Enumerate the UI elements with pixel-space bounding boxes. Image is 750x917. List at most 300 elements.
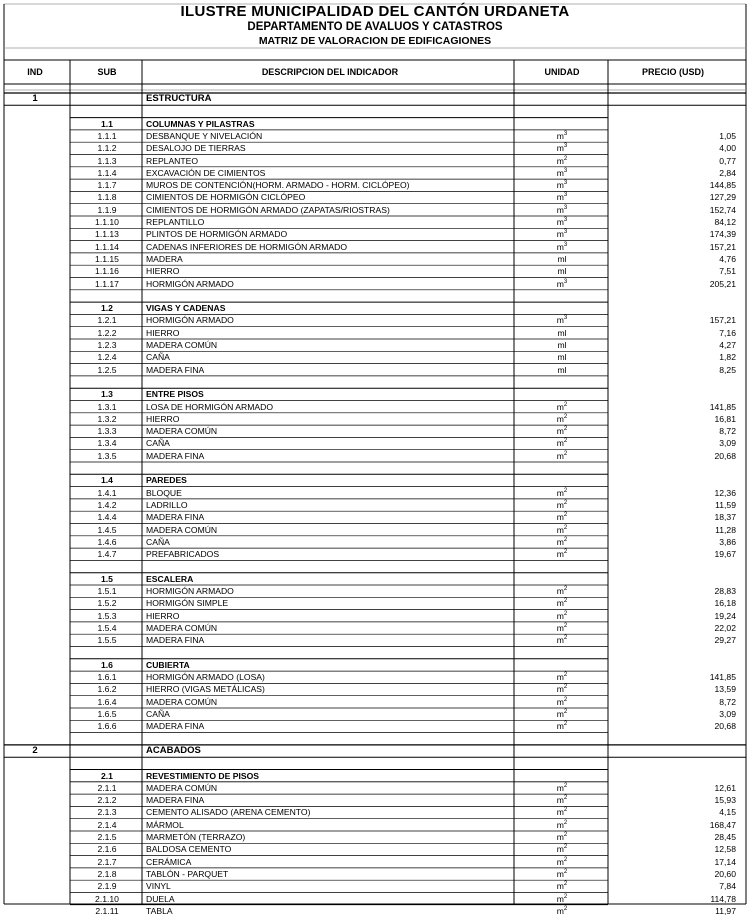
unit-exponent: 2 bbox=[563, 413, 568, 420]
table-row bbox=[0, 155, 750, 167]
cell-sub: 1.2.3 bbox=[97, 340, 117, 350]
cell-unit bbox=[516, 413, 608, 425]
cell-description: MADERA FINA bbox=[146, 512, 205, 523]
cell-price: 20,68 bbox=[714, 721, 736, 732]
table-row bbox=[0, 819, 750, 831]
unit-exponent: 2 bbox=[563, 512, 568, 519]
table-row bbox=[0, 130, 750, 142]
cell-price: 1,82 bbox=[719, 352, 736, 363]
unit-exponent: 2 bbox=[563, 610, 568, 617]
unit-symbol: m bbox=[556, 807, 564, 818]
cell-sub: 1.3.5 bbox=[97, 450, 117, 461]
cell-sub: 1.6.6 bbox=[97, 721, 117, 732]
unit-symbol: ml bbox=[557, 327, 567, 338]
cell-description: HORMIGÓN ARMADO bbox=[146, 586, 234, 596]
header-sub: SUB bbox=[97, 67, 117, 77]
cell-sub: 1.1.14 bbox=[95, 241, 119, 252]
cell-description: CIMIENTOS DE HORMIGÓN CICLÓPEO bbox=[146, 192, 306, 203]
unit-symbol: m bbox=[556, 635, 564, 646]
cell-unit bbox=[516, 265, 608, 277]
unit-symbol: m bbox=[556, 832, 564, 842]
cell-unit bbox=[516, 610, 608, 622]
cell-sub: 2.1.1 bbox=[97, 782, 117, 793]
section-row bbox=[0, 745, 750, 757]
table-row bbox=[0, 216, 750, 228]
unit-symbol: m bbox=[556, 167, 564, 178]
unit-symbol: ml bbox=[557, 364, 567, 375]
unit-symbol: ml bbox=[557, 340, 567, 350]
unit-symbol: m bbox=[556, 426, 564, 437]
cell-price: 4,15 bbox=[719, 807, 736, 818]
cell-sub: 1.3.3 bbox=[97, 426, 117, 437]
cell-unit bbox=[516, 327, 608, 339]
unit-symbol: m bbox=[556, 438, 564, 449]
cell-price: 11,97 bbox=[715, 905, 736, 916]
cell-price: 28,83 bbox=[714, 586, 736, 596]
table-row bbox=[0, 413, 750, 425]
unit-symbol: m bbox=[556, 241, 564, 252]
table-row bbox=[0, 364, 750, 376]
cell-sub: 1.1.4 bbox=[97, 167, 117, 178]
cell-unit bbox=[516, 179, 608, 191]
table-row bbox=[0, 831, 750, 843]
table-row bbox=[0, 179, 750, 191]
unit-symbol: ml bbox=[557, 253, 567, 264]
matrix-title: MATRIZ DE VALORACION DE EDIFICAGIONES bbox=[258, 35, 492, 47]
cell-unit bbox=[516, 843, 608, 855]
cell-price: 16,18 bbox=[714, 598, 736, 609]
cell-sub: 1.1.3 bbox=[97, 155, 117, 166]
header-price: PRECIO (USD) bbox=[641, 67, 704, 77]
cell-unit bbox=[516, 351, 608, 363]
cell-price: 19,67 bbox=[714, 549, 736, 560]
cell-unit bbox=[516, 339, 608, 351]
unit-exponent: 2 bbox=[563, 155, 568, 162]
cell-description: MADERA FINA bbox=[146, 364, 205, 375]
cell-unit bbox=[516, 868, 608, 880]
cell-sub: 1.1.10 bbox=[95, 217, 119, 227]
cell-unit bbox=[516, 228, 608, 240]
unit-exponent: 3 bbox=[563, 241, 568, 248]
unit-exponent: 2 bbox=[563, 536, 568, 543]
unit-symbol: m bbox=[556, 155, 564, 166]
cell-price: 152,74 bbox=[709, 204, 736, 215]
table-row bbox=[0, 487, 750, 499]
group-row bbox=[0, 573, 750, 585]
group-row bbox=[0, 302, 750, 314]
unit-exponent: 2 bbox=[563, 868, 568, 875]
cell-unit bbox=[516, 142, 608, 154]
unit-symbol: m bbox=[556, 684, 564, 695]
cell-price: 7,84 bbox=[719, 881, 736, 892]
unit-exponent: 2 bbox=[563, 893, 568, 900]
unit-exponent: 2 bbox=[563, 819, 568, 826]
cell-sub: 1.2 bbox=[101, 303, 113, 314]
cell-sub: 1.3.4 bbox=[97, 438, 117, 449]
header-description: DESCRIPCION DEL INDICADOR bbox=[261, 67, 399, 77]
unit-exponent: 3 bbox=[563, 180, 568, 187]
cell-unit bbox=[516, 167, 608, 179]
group-row bbox=[0, 474, 750, 486]
unit-exponent: 2 bbox=[563, 782, 568, 789]
cell-description: MÁRMOL bbox=[146, 819, 184, 830]
cell-sub: 1.4 bbox=[101, 475, 113, 486]
cell-sub: 1.6.2 bbox=[97, 684, 117, 695]
unit-symbol: m bbox=[556, 905, 564, 916]
cell-price: 11,28 bbox=[715, 524, 736, 535]
cell-sub: 1.1 bbox=[101, 118, 113, 129]
cell-unit bbox=[516, 880, 608, 892]
unit-exponent: 2 bbox=[563, 549, 568, 556]
unit-exponent: 2 bbox=[563, 487, 568, 494]
unit-symbol: m bbox=[556, 549, 564, 560]
unit-exponent: 2 bbox=[563, 672, 568, 679]
unit-exponent: 2 bbox=[563, 807, 568, 814]
cell-sub: 1.5.1 bbox=[97, 586, 117, 596]
unit-symbol: m bbox=[556, 622, 564, 633]
cell-description: TABLA bbox=[146, 905, 173, 916]
cell-unit bbox=[516, 155, 608, 167]
cell-unit bbox=[516, 314, 608, 326]
cell-unit bbox=[516, 191, 608, 203]
cell-sub: 1.1.1 bbox=[97, 130, 117, 141]
cell-description: REPLANTEO bbox=[146, 155, 199, 166]
cell-sub: 1.4.6 bbox=[97, 536, 117, 547]
unit-symbol: m bbox=[556, 586, 564, 596]
table-row bbox=[0, 794, 750, 806]
table-row bbox=[0, 782, 750, 794]
cell-price: 174,39 bbox=[709, 229, 736, 240]
cell-price: 7,51 bbox=[719, 266, 736, 277]
cell-price: 1,05 bbox=[719, 130, 736, 141]
cell-price: 141,85 bbox=[709, 672, 736, 683]
cell-description: LADRILLO bbox=[146, 499, 188, 510]
cell-description: HORMIGÓN ARMADO bbox=[146, 278, 234, 289]
cell-price: 144,85 bbox=[709, 180, 736, 191]
cell-unit bbox=[516, 499, 608, 511]
table-row bbox=[0, 856, 750, 868]
cell-description: CAÑA bbox=[146, 352, 170, 363]
cell-price: 7,16 bbox=[719, 327, 736, 338]
unit-exponent: 2 bbox=[563, 832, 568, 838]
cell-description: HORMIGÓN ARMADO bbox=[146, 315, 234, 326]
unit-exponent: 2 bbox=[563, 881, 568, 888]
unit-symbol: m bbox=[556, 450, 564, 461]
spacer-row bbox=[0, 290, 750, 302]
cell-sub: 2.1.3 bbox=[97, 807, 117, 818]
cell-sub: 1.6 bbox=[101, 659, 113, 670]
cell-description: CADENAS INFERIORES DE HORMIGÓN ARMADO bbox=[146, 241, 348, 252]
table-row bbox=[0, 425, 750, 437]
cell-price: 11,59 bbox=[715, 499, 736, 510]
cell-sub: 1.6.5 bbox=[97, 709, 117, 719]
cell-sub: 1.5.2 bbox=[97, 598, 117, 609]
cell-unit bbox=[516, 720, 608, 732]
cell-description: PAREDES bbox=[146, 475, 187, 486]
cell-sub: 2.1.7 bbox=[97, 856, 117, 867]
cell-description: HIERRO bbox=[146, 610, 180, 621]
cell-description: ACABADOS bbox=[146, 744, 201, 756]
table-row bbox=[0, 708, 750, 720]
cell-unit bbox=[516, 831, 608, 843]
cell-description: ESCALERA bbox=[146, 573, 194, 584]
cell-sub: 2.1.5 bbox=[97, 832, 117, 842]
cell-description: VINYL bbox=[146, 881, 171, 892]
cell-sub: 1.1.7 bbox=[97, 180, 117, 191]
unit-symbol: m bbox=[556, 709, 564, 719]
cell-description: BALDOSA CEMENTO bbox=[146, 844, 232, 855]
table-row bbox=[0, 511, 750, 523]
unit-symbol: m bbox=[556, 819, 564, 830]
cell-unit bbox=[516, 364, 608, 376]
table-row bbox=[0, 351, 750, 363]
cell-price: 16,81 bbox=[714, 413, 736, 424]
cell-description: LOSA DE HORMIGÓN ARMADO bbox=[146, 401, 274, 412]
cell-unit bbox=[516, 437, 608, 449]
cell-unit bbox=[516, 278, 608, 290]
unit-symbol: m bbox=[556, 721, 564, 732]
cell-description: MADERA FINA bbox=[146, 795, 205, 806]
cell-description: BLOQUE bbox=[146, 487, 182, 498]
spacer-row bbox=[0, 757, 750, 769]
cell-sub: 1.2.1 bbox=[97, 315, 117, 326]
cell-price: 2,84 bbox=[719, 167, 736, 178]
cell-description: PLINTOS DE HORMIGÓN ARMADO bbox=[146, 229, 288, 240]
unit-symbol: m bbox=[556, 598, 564, 609]
cell-sub: 1.1.8 bbox=[97, 192, 117, 203]
unit-exponent: 2 bbox=[563, 450, 568, 457]
cell-price: 4,00 bbox=[719, 143, 736, 154]
table-row bbox=[0, 893, 750, 905]
unit-exponent: 3 bbox=[563, 130, 568, 137]
cell-description: CAÑA bbox=[146, 709, 170, 719]
table-row bbox=[0, 241, 750, 253]
header-unit: UNIDAD bbox=[544, 67, 580, 77]
cell-description: CUBIERTA bbox=[146, 659, 190, 670]
table-row bbox=[0, 450, 750, 462]
cell-price: 29,27 bbox=[714, 635, 736, 646]
cell-ind: 2 bbox=[32, 744, 38, 756]
cell-price: 0,77 bbox=[719, 155, 736, 166]
cell-unit bbox=[516, 216, 608, 228]
table-row bbox=[0, 548, 750, 560]
unit-symbol: ml bbox=[557, 266, 567, 277]
unit-symbol: m bbox=[556, 795, 564, 806]
unit-exponent: 2 bbox=[563, 426, 568, 433]
table-row bbox=[0, 843, 750, 855]
cell-unit bbox=[516, 671, 608, 683]
cell-sub: 1.2.4 bbox=[97, 352, 117, 363]
cell-description: HIERRO bbox=[146, 413, 180, 424]
cell-description: ENTRE PISOS bbox=[146, 389, 204, 400]
table-row bbox=[0, 167, 750, 179]
unit-symbol: m bbox=[556, 487, 564, 498]
unit-symbol: m bbox=[556, 499, 564, 510]
unit-exponent: 3 bbox=[563, 167, 568, 174]
cell-price: 15,93 bbox=[714, 795, 736, 806]
cell-price: 8,72 bbox=[719, 426, 736, 437]
cell-sub: 1.5.5 bbox=[97, 635, 117, 646]
unit-exponent: 2 bbox=[563, 795, 568, 802]
unit-exponent: 3 bbox=[563, 192, 568, 199]
cell-price: 3,09 bbox=[719, 438, 736, 449]
unit-exponent: 3 bbox=[563, 229, 568, 236]
unit-exponent: 2 bbox=[563, 598, 568, 605]
cell-description: MUROS DE CONTENCIÓN(HORM. ARMADO - HORM. CICLÓPEO) bbox=[146, 180, 410, 191]
cell-unit bbox=[516, 425, 608, 437]
cell-description: TABLÓN - PARQUET bbox=[146, 868, 229, 879]
unit-exponent: 2 bbox=[563, 586, 568, 592]
cell-description: COLUMNAS Y PILASTRAS bbox=[146, 118, 255, 129]
table-row bbox=[0, 696, 750, 708]
cell-unit bbox=[516, 450, 608, 462]
cell-unit bbox=[516, 893, 608, 905]
cell-price: 20,60 bbox=[714, 868, 736, 879]
cell-unit bbox=[516, 856, 608, 868]
unit-exponent: 2 bbox=[563, 635, 568, 642]
spacer-row bbox=[0, 647, 750, 659]
cell-price: 4,76 bbox=[719, 253, 736, 264]
cell-sub: 1.4.2 bbox=[97, 499, 117, 510]
cell-description: PREFABRICADOS bbox=[146, 549, 220, 560]
cell-price: 8,25 bbox=[719, 364, 736, 375]
cell-description: CERÁMICA bbox=[146, 856, 192, 867]
cell-sub: 1.1.13 bbox=[95, 229, 119, 240]
cell-sub: 1.1.9 bbox=[97, 204, 117, 215]
table-row bbox=[0, 671, 750, 683]
unit-exponent: 2 bbox=[563, 844, 568, 851]
cell-unit bbox=[516, 511, 608, 523]
cell-unit bbox=[516, 401, 608, 413]
cell-sub: 2.1 bbox=[101, 770, 113, 781]
unit-symbol: m bbox=[556, 536, 564, 547]
cell-sub: 1.4.1 bbox=[97, 487, 117, 498]
unit-exponent: 2 bbox=[563, 905, 568, 912]
group-row bbox=[0, 659, 750, 671]
unit-symbol: m bbox=[556, 229, 564, 240]
cell-description: MARMETÓN (TERRAZO) bbox=[146, 832, 246, 842]
table-row bbox=[0, 228, 750, 240]
unit-symbol: m bbox=[556, 315, 564, 326]
cell-sub: 2.1.2 bbox=[97, 795, 117, 806]
cell-description: MADERA COMÚN bbox=[146, 696, 218, 707]
cell-sub: 1.3.1 bbox=[97, 401, 117, 412]
cell-sub: 2.1.4 bbox=[97, 819, 117, 830]
cell-sub: 1.1.16 bbox=[95, 266, 119, 277]
cell-description: MADERA COMÚN bbox=[146, 426, 218, 437]
cell-sub: 1.4.5 bbox=[97, 524, 117, 535]
table-row bbox=[0, 536, 750, 548]
spacer-row bbox=[0, 560, 750, 572]
unit-exponent: 2 bbox=[563, 524, 568, 531]
cell-unit bbox=[516, 536, 608, 548]
cell-price: 3,86 bbox=[719, 536, 736, 547]
cell-price: 20,68 bbox=[714, 450, 736, 461]
cell-price: 12,58 bbox=[714, 844, 736, 855]
unit-symbol: m bbox=[556, 782, 564, 793]
cell-sub: 1.1.17 bbox=[95, 278, 119, 289]
cell-description: MADERA COMÚN bbox=[146, 524, 218, 535]
cell-unit bbox=[516, 241, 608, 253]
unit-exponent: 3 bbox=[563, 143, 568, 150]
cell-description: VIGAS Y CADENAS bbox=[146, 303, 226, 314]
cell-description: HIERRO bbox=[146, 327, 180, 338]
unit-symbol: m bbox=[556, 278, 564, 289]
table-row bbox=[0, 499, 750, 511]
cell-sub: 1.5.4 bbox=[97, 622, 117, 633]
cell-unit bbox=[516, 622, 608, 634]
unit-exponent: 2 bbox=[563, 684, 568, 691]
table-row bbox=[0, 253, 750, 265]
unit-exponent: 2 bbox=[563, 709, 568, 715]
unit-symbol: m bbox=[556, 610, 564, 621]
cell-description: REVESTIMIENTO DE PISOS bbox=[146, 770, 260, 781]
cell-description: ESTRUCTURA bbox=[146, 93, 212, 104]
cell-description: DESBANQUE Y NIVELACIÓN bbox=[146, 130, 263, 141]
unit-symbol: m bbox=[556, 512, 564, 523]
unit-exponent: 2 bbox=[563, 438, 568, 445]
cell-sub: 1.1.2 bbox=[97, 143, 117, 154]
table-row bbox=[0, 191, 750, 203]
cell-sub: 1.2.5 bbox=[97, 364, 117, 375]
table-row bbox=[0, 278, 750, 290]
table-row bbox=[0, 720, 750, 732]
unit-symbol: m bbox=[556, 881, 564, 892]
cell-price: 12,61 bbox=[714, 782, 736, 793]
unit-symbol: m bbox=[556, 217, 564, 227]
cell-description: MADERA COMÚN bbox=[146, 622, 218, 633]
unit-symbol: m bbox=[556, 524, 564, 535]
cell-price: 18,37 bbox=[714, 512, 736, 523]
cell-price: 28,45 bbox=[714, 832, 736, 842]
table-row bbox=[0, 610, 750, 622]
cell-sub: 1.4.7 bbox=[97, 549, 117, 560]
cell-sub: 1.1.15 bbox=[95, 253, 119, 264]
cell-sub: 1.5.3 bbox=[97, 610, 117, 621]
cell-unit bbox=[516, 204, 608, 216]
cell-description: CIMIENTOS DE HORMIGÓN ARMADO (ZAPATAS/RIOSTRAS) bbox=[146, 204, 390, 215]
cell-description: MADERA FINA bbox=[146, 450, 205, 461]
unit-exponent: 2 bbox=[563, 856, 568, 863]
cell-sub: 2.1.10 bbox=[95, 893, 119, 904]
cell-unit bbox=[516, 548, 608, 560]
cell-unit bbox=[516, 708, 608, 720]
cell-price: 141,85 bbox=[709, 401, 736, 412]
cell-description: CEMENTO ALISADO (ARENA CEMENTO) bbox=[146, 807, 311, 818]
cell-price: 3,09 bbox=[719, 709, 736, 719]
cell-price: 13,59 bbox=[714, 684, 736, 695]
table-row bbox=[0, 597, 750, 609]
group-row bbox=[0, 770, 750, 782]
table-row bbox=[0, 265, 750, 277]
unit-symbol: ml bbox=[557, 352, 567, 363]
cell-unit bbox=[516, 819, 608, 831]
cell-description: MADERA FINA bbox=[146, 635, 205, 646]
cell-price: 17,14 bbox=[714, 856, 736, 867]
cell-price: 84,12 bbox=[714, 217, 736, 227]
cell-sub: 1.3.2 bbox=[97, 413, 117, 424]
header-ind: IND bbox=[27, 67, 43, 77]
cell-ind: 1 bbox=[32, 93, 38, 104]
unit-exponent: 3 bbox=[563, 315, 568, 322]
unit-symbol: m bbox=[556, 893, 564, 904]
unit-symbol: m bbox=[556, 204, 564, 215]
cell-unit bbox=[516, 253, 608, 265]
cell-price: 157,21 bbox=[709, 315, 736, 326]
municipality-title: ILUSTRE MUNICIPALIDAD DEL CANTÓN URDANETA bbox=[180, 3, 570, 20]
cell-sub: 2.1.9 bbox=[97, 881, 117, 892]
spacer-row bbox=[0, 733, 750, 745]
